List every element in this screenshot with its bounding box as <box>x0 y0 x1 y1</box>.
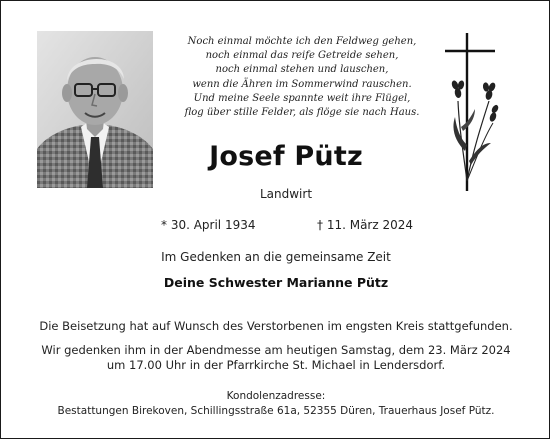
mass-notice-line: um 17.00 Uhr in der Pfarrkirche St. Michael in Lendersdorf. <box>106 357 446 372</box>
mass-notice-line: Wir gedenken ihm in der Abendmesse am heutigen Samstag, dem 23. März 2024 <box>41 343 511 357</box>
poem-line: wenn die Ähren im Sommerwind rauschen. <box>192 78 412 90</box>
cross-with-wheat-icon <box>441 31 499 195</box>
death-date: † 11. März 2024 <box>317 218 414 232</box>
deceased-name: Josef Pütz <box>209 141 363 172</box>
poem <box>171 35 433 120</box>
mass-notice <box>21 343 531 372</box>
birth-date: * 30. April 1934 <box>161 218 256 232</box>
poem-line: Und meine Seele spannte weit ihre Flügel, <box>193 92 411 104</box>
condolence-block <box>21 389 531 419</box>
poem-line: flog über stille Felder, als flöge sie nach Haus. <box>184 107 420 119</box>
portrait-photo <box>37 31 153 188</box>
mourner-name: Deine Schwester Marianne Pütz <box>163 275 389 290</box>
poem-line: noch einmal das reife Getreide sehen, <box>205 50 399 62</box>
funeral-notice: Die Beisetzung hat auf Wunsch des Verstorbenen im engsten Kreis stattgefunden. <box>39 319 513 333</box>
occupation: Landwirt <box>259 187 313 201</box>
portrait-photo-graphic <box>37 31 153 188</box>
condolence-address: Bestattungen Birekoven, Schillingsstraße 61a, 52355 Düren, Trauerhaus Josef Pütz. <box>57 405 495 417</box>
condolence-label: Kondolenzadresse: <box>226 390 326 402</box>
poem-line: Noch einmal möchte ich den Feldweg gehen, <box>187 36 417 47</box>
memory-line: Im Gedenken an die gemeinsame Zeit <box>161 250 391 264</box>
poem-line: noch einmal stehen und lauschen, <box>215 64 389 76</box>
